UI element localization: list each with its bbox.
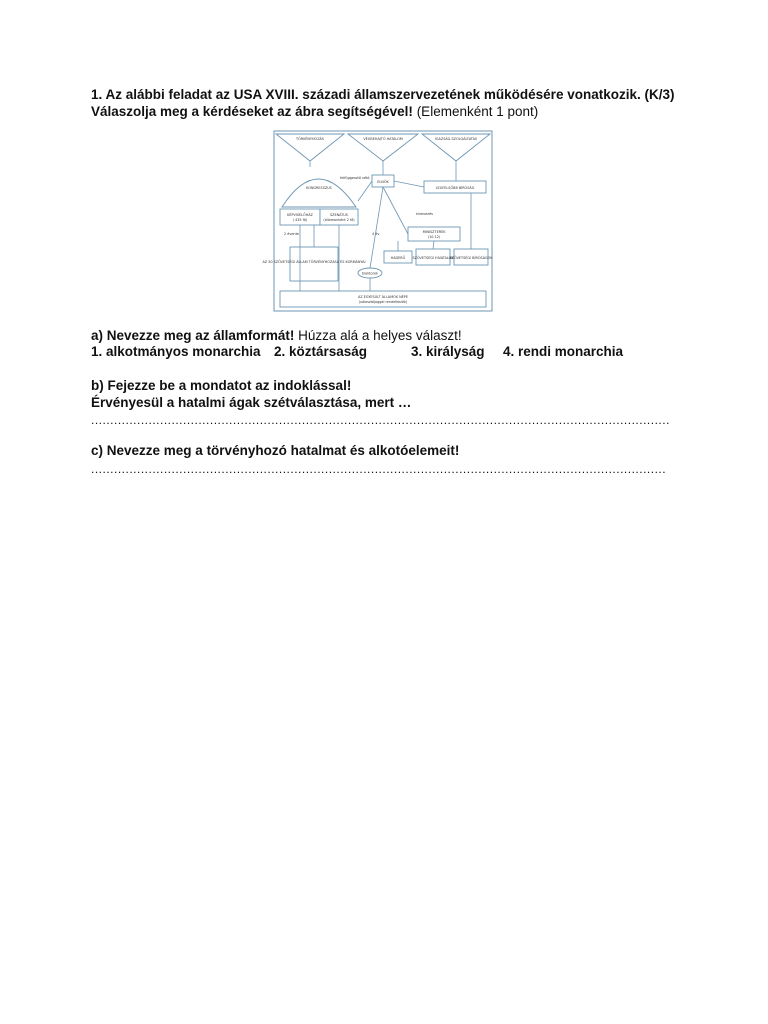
president-box	[372, 175, 394, 187]
svg-text:HADERŐ: HADERŐ	[390, 256, 406, 260]
question-a-instruction: Húzza alá a helyes választ!	[294, 328, 462, 343]
appoints-label: kinevezés	[416, 212, 433, 216]
svg-text:KÉPVISELŐHÁZ: KÉPVISELŐHÁZ	[287, 213, 313, 217]
option-republic[interactable]: 2. köztársaság	[274, 344, 368, 359]
people-box	[280, 291, 486, 307]
us-state-organization-diagram	[262, 131, 493, 311]
question-a-label: a)	[91, 328, 107, 343]
task-instruction-main: Válaszolja meg a kérdéseket az ábra segítségével!	[91, 104, 413, 119]
house-box	[280, 209, 320, 225]
supreme-court-box	[424, 181, 486, 193]
two-years-label: 2 évente	[284, 232, 299, 236]
question-b-prompt	[91, 377, 351, 395]
question-c-label: c)	[91, 443, 107, 458]
svg-text:(választójoggal rendelkezők): (választójoggal rendelkezők)	[358, 300, 408, 304]
senate-box	[320, 209, 358, 225]
option-kingdom[interactable]: 3. királyság	[411, 344, 485, 359]
svg-text:SZÖVETSÉGI HIVATALOK: SZÖVETSÉGI HIVATALOK	[412, 256, 454, 260]
question-b-answer-line[interactable]: .......................................................................................................................................................	[91, 413, 670, 427]
question-c-text: Nevezze meg a törvényhozó hatalmat és alkotóelemeit!	[106, 443, 460, 458]
question-c-answer-line[interactable]: ......................................................................................................................................................	[91, 462, 667, 476]
svg-text:VÉGREHAJTÓ HATALOM: VÉGREHAJTÓ HATALOM	[363, 137, 403, 141]
federal-offices-box	[412, 249, 454, 265]
federal-courts-box	[450, 249, 494, 265]
svg-text:Elektorok: Elektorok	[362, 271, 378, 276]
svg-text:AZ EGYESÜLT ÁLLAMOK NÉPE: AZ EGYESÜLT ÁLLAMOK NÉPE	[358, 295, 408, 299]
svg-text:( 435 fő): ( 435 fő)	[292, 218, 308, 222]
question-c-prompt	[91, 442, 459, 460]
svg-text:(10-12): (10-12)	[427, 235, 441, 239]
svg-text:SZENÁTUS: SZENÁTUS	[330, 213, 348, 217]
svg-text:IGAZSÁG-SZOLGÁLTATÁS: IGAZSÁG-SZOLGÁLTATÁS	[434, 137, 478, 141]
electors-oval	[358, 268, 382, 278]
task-instruction-points: (Elemenként 1 pont)	[412, 104, 539, 119]
question-a-text: Nevezze meg az államformát!	[106, 328, 295, 343]
svg-text:TÖRVÉNYHOZÁS: TÖRVÉNYHOZÁS	[296, 137, 324, 141]
svg-text:MINISZTEREK: MINISZTEREK	[422, 230, 446, 234]
question-b-label: b)	[91, 378, 108, 393]
svg-text:SZÖVETSÉGI BÍRÓSÁGOK: SZÖVETSÉGI BÍRÓSÁGOK	[449, 256, 493, 260]
svg-text:LEGFELSŐBB BÍRÓSÁG: LEGFELSŐBB BÍRÓSÁG	[435, 186, 475, 190]
option-estates-monarchy[interactable]: 4. rendi monarchia	[503, 344, 624, 359]
veto-label: felfüggesztő vétó	[340, 176, 370, 180]
four-years-label: 4 év	[372, 232, 380, 236]
option-constitutional-monarchy[interactable]: 1. alkotmányos monarchia	[91, 344, 261, 359]
question-b-sentence: Érvényesül a hatalmi ágak szétválasztása, mert …	[91, 395, 412, 410]
task-instruction	[91, 103, 538, 121]
army-box	[384, 251, 412, 263]
ministers-box	[408, 227, 460, 241]
task-title: 1. Az alábbi feladat az USA XVIII. századi államszervezetének működésére vonatkozik. (K/3)	[91, 87, 675, 102]
svg-text:(államonként 2 fő): (államonként 2 fő)	[323, 218, 355, 222]
svg-text:ELNÖK: ELNÖK	[377, 180, 389, 184]
question-b-text: Fejezze be a mondatot az indoklással!	[107, 378, 352, 393]
svg-text:AZ 50 SZÖVETSÉGI ÁLLAM TÖRVÉNY: AZ 50 SZÖVETSÉGI ÁLLAM TÖRVÉNYHOZÁSA ÉS KORMÁNYAI	[262, 260, 366, 264]
svg-text:KONGRESSZUS: KONGRESSZUS	[306, 186, 332, 190]
